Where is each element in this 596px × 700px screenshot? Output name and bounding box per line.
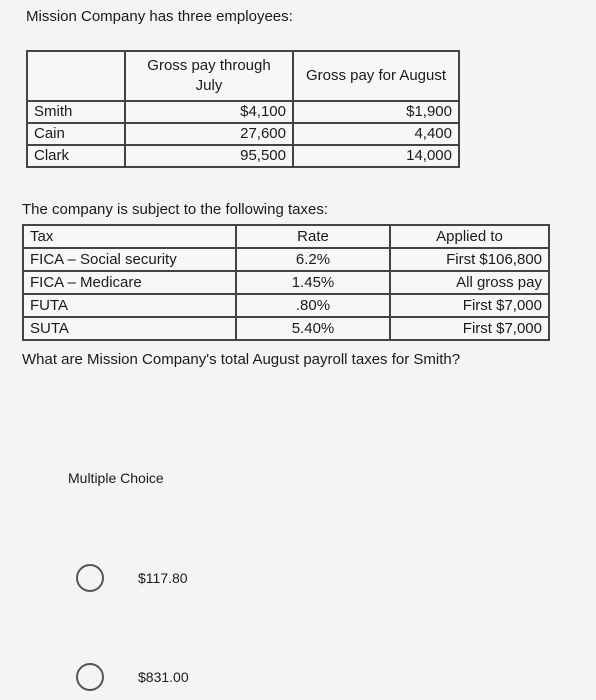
employee-name: Smith (27, 101, 125, 123)
tax-applied-to: All gross pay (390, 271, 549, 294)
table-row (23, 294, 549, 317)
header-cell (27, 51, 125, 101)
header-cell: Gross pay for August (293, 51, 459, 101)
tax-name: SUTA (23, 317, 236, 340)
employee-name: Cain (27, 123, 125, 145)
choice-label[interactable]: $831.00 (138, 669, 189, 685)
table-row (23, 248, 549, 271)
tax-table-header (23, 225, 549, 248)
tax-rate: 6.2% (236, 248, 390, 271)
july-gross-pay: $4,100 (125, 101, 293, 123)
tax-rate: 1.45% (236, 271, 390, 294)
radio-button-icon[interactable] (76, 663, 104, 691)
employee-name: Clark (27, 145, 125, 167)
august-gross-pay: $1,900 (293, 101, 459, 123)
header-cell: Tax (23, 225, 236, 248)
taxes-intro-text: The company is subject to the following taxes: (22, 201, 328, 218)
header-cell: Gross pay through July (125, 51, 293, 101)
tax-applied-to: First $7,000 (390, 294, 549, 317)
july-gross-pay: 27,600 (125, 123, 293, 145)
tax-name: FICA – Medicare (23, 271, 236, 294)
tax-name: FUTA (23, 294, 236, 317)
table-row (27, 101, 459, 123)
choice-label[interactable]: $117.80 (138, 570, 188, 586)
tax-applied-to: First $7,000 (390, 317, 549, 340)
tax-name: FICA – Social security (23, 248, 236, 271)
table-row (27, 123, 459, 145)
tax-applied-to: First $106,800 (390, 248, 549, 271)
tax-table (22, 224, 550, 341)
july-gross-pay: 95,500 (125, 145, 293, 167)
multiple-choice-label: Multiple Choice (68, 470, 164, 486)
august-gross-pay: 4,400 (293, 123, 459, 145)
header-cell: Applied to (390, 225, 549, 248)
employee-table (26, 50, 460, 168)
radio-button-icon[interactable] (76, 564, 104, 592)
table-row (23, 317, 549, 340)
tax-rate: .80% (236, 294, 390, 317)
intro-text: Mission Company has three employees: (26, 8, 293, 25)
august-gross-pay: 14,000 (293, 145, 459, 167)
employee-table-header (27, 51, 459, 101)
table-row (27, 145, 459, 167)
choice-option-a[interactable] (76, 564, 188, 592)
choice-option-b[interactable] (76, 663, 189, 691)
header-cell: Rate (236, 225, 390, 248)
tax-rate: 5.40% (236, 317, 390, 340)
question-text: What are Mission Company's total August payroll taxes for Smith? (22, 351, 461, 368)
table-row (23, 271, 549, 294)
